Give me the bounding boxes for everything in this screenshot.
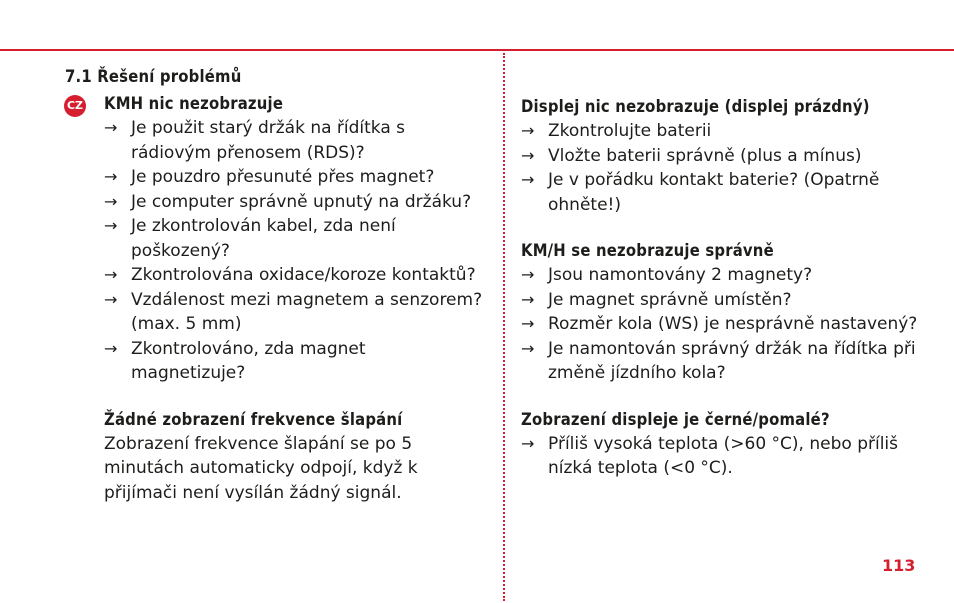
arrow-icon: →	[521, 314, 535, 333]
list-item: → Zkontrolujte baterii	[521, 119, 941, 144]
slow-display-list	[521, 432, 941, 481]
arrow-icon: →	[521, 338, 535, 358]
column-divider	[503, 53, 505, 601]
cadence-group	[104, 408, 485, 506]
kmh-wrong-heading: KM/H se nezobrazuje správně	[521, 241, 774, 260]
language-badge: CZ	[64, 95, 86, 117]
arrow-icon: →	[521, 121, 535, 140]
arrow-icon: →	[104, 191, 118, 211]
list-item: → Rozměr kola (WS) je nesprávně nastavený?	[521, 312, 941, 337]
list-item: → Příliš vysoká teplota (>60 °C), nebo příliš nízká teplota (<0 °C).	[521, 433, 899, 478]
display-group	[521, 95, 941, 217]
arrow-icon: →	[521, 265, 535, 284]
arrow-icon: →	[104, 216, 118, 235]
kmh-heading: KMH nic nezobrazuje	[104, 94, 284, 113]
kmh-list	[104, 116, 485, 386]
kmh-wrong-group	[521, 239, 941, 386]
page-number: 113	[882, 556, 916, 575]
arrow-icon: →	[521, 170, 535, 189]
arrow-icon: →	[104, 167, 118, 186]
list-item: → Zkontrolována oxidace/koroze kontaktů?	[104, 263, 485, 288]
list-item: → Je použit starý držák na řídítka s rádiovým přenosem (RDS)?	[104, 118, 406, 163]
display-list	[521, 119, 941, 217]
arrow-icon: →	[104, 289, 118, 309]
cadence-heading: Žádné zobrazení frekvence šlapání	[104, 409, 403, 429]
list-item: → Je computer správně upnutý na držáku?	[104, 190, 485, 215]
kmh-wrong-list	[521, 263, 941, 386]
arrow-icon: →	[521, 433, 535, 453]
arrow-icon: →	[521, 145, 535, 165]
list-item: → Je zkontrolován kabel, zda není poškozený?	[104, 216, 396, 261]
kmh-group	[104, 92, 485, 386]
list-item: → Jsou namontovány 2 magnety?	[521, 263, 941, 288]
arrow-icon: →	[521, 289, 535, 309]
list-item: → Je pouzdro přesunuté přes magnet?	[104, 165, 485, 190]
list-item: → Je magnet správně umístěn?	[521, 288, 941, 313]
left-column	[65, 66, 485, 527]
section-title: 7.1 Řešení problémů	[65, 67, 242, 86]
right-column	[521, 95, 941, 503]
arrow-icon: →	[104, 118, 118, 137]
list-item: → Vložte baterii správně (plus a mínus)	[521, 144, 941, 169]
cadence-text: Zobrazení frekvence šlapání se po 5 minutách automaticky odpojí, když k přijímači není vysílán žádný signál.	[104, 433, 418, 503]
display-heading: Displej nic nezobrazuje (displej prázdný)	[521, 97, 870, 116]
top-red-rule	[0, 49, 954, 51]
left-content	[65, 92, 485, 505]
arrow-icon: →	[104, 265, 118, 284]
list-item: → Je namontován správný držák na řídítka při změně jízdního kola?	[521, 338, 916, 383]
list-item: → Je v pořádku kontakt baterie? (Opatrně ohněte!)	[521, 170, 880, 215]
slow-display-heading: Zobrazení displeje je černé/pomalé?	[521, 409, 830, 429]
list-item: → Vzdálenost mezi magnetem a senzorem? (max. 5 mm)	[104, 289, 483, 334]
list-item: → Zkontrolováno, zda magnet magnetizuje?	[104, 338, 366, 383]
slow-display-group	[521, 408, 941, 481]
arrow-icon: →	[104, 338, 118, 358]
